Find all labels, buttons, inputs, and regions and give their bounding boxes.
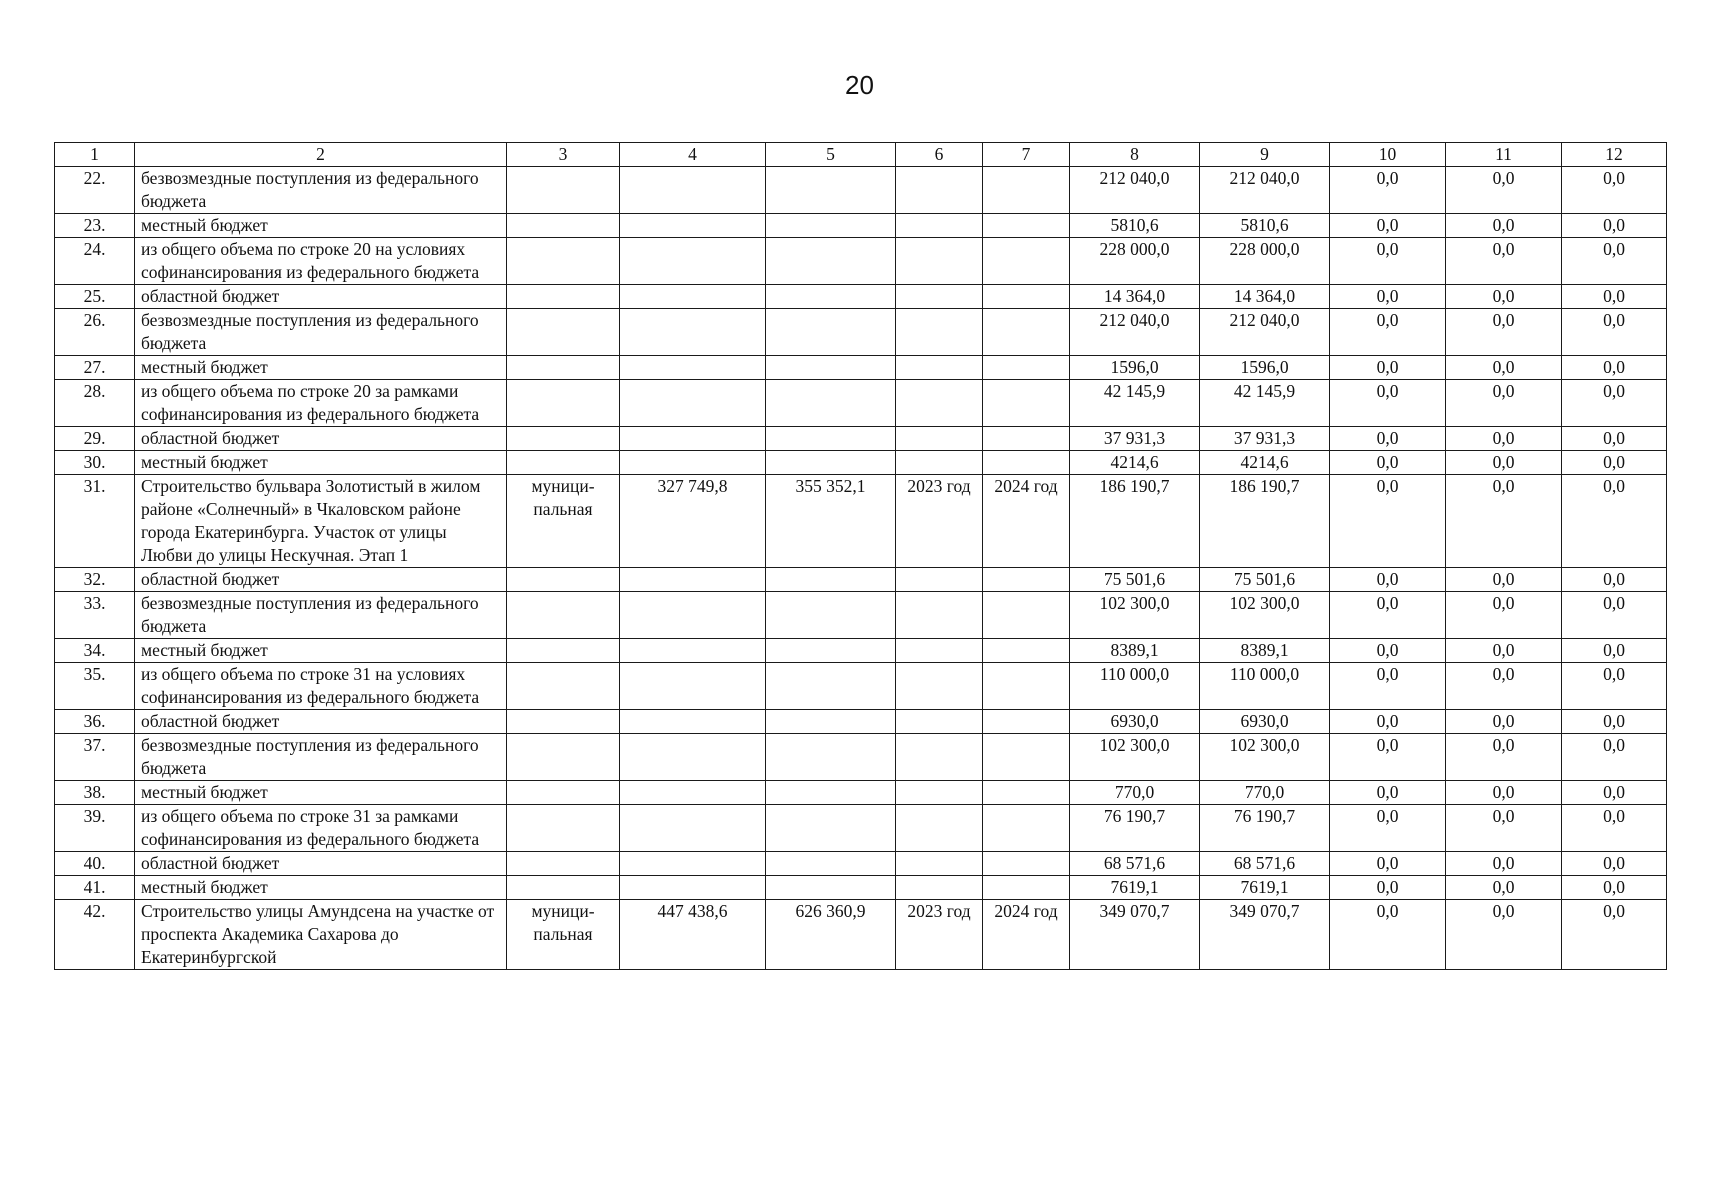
current-cost <box>766 710 896 734</box>
amount-col-11: 0,0 <box>1446 900 1562 970</box>
table-row <box>55 451 1667 475</box>
table-body <box>55 167 1667 970</box>
estimated-cost <box>620 427 766 451</box>
table-row <box>55 285 1667 309</box>
row-number: 26. <box>55 309 135 356</box>
end-year <box>983 285 1070 309</box>
current-cost <box>766 285 896 309</box>
amount-col-9: 14 364,0 <box>1200 285 1330 309</box>
row-name: безвозмездные поступления из федерального бюджета <box>135 734 507 781</box>
row-number: 40. <box>55 852 135 876</box>
amount-col-9: 6930,0 <box>1200 710 1330 734</box>
start-year <box>896 710 983 734</box>
amount-col-9: 1596,0 <box>1200 356 1330 380</box>
end-year <box>983 876 1070 900</box>
estimated-cost <box>620 167 766 214</box>
ownership-form <box>507 285 620 309</box>
amount-col-12: 0,0 <box>1562 734 1667 781</box>
end-year <box>983 663 1070 710</box>
row-number: 29. <box>55 427 135 451</box>
start-year: 2023 год <box>896 475 983 568</box>
total-amount: 349 070,7 <box>1070 900 1200 970</box>
estimated-cost <box>620 214 766 238</box>
total-amount: 6930,0 <box>1070 710 1200 734</box>
ownership-form <box>507 356 620 380</box>
table-row <box>55 427 1667 451</box>
table-row <box>55 592 1667 639</box>
row-number: 35. <box>55 663 135 710</box>
row-name: местный бюджет <box>135 876 507 900</box>
start-year <box>896 781 983 805</box>
row-name: безвозмездные поступления из федерального бюджета <box>135 309 507 356</box>
amount-col-10: 0,0 <box>1330 710 1446 734</box>
total-amount: 4214,6 <box>1070 451 1200 475</box>
column-header: 5 <box>766 143 896 167</box>
amount-col-11: 0,0 <box>1446 639 1562 663</box>
amount-col-9: 212 040,0 <box>1200 309 1330 356</box>
row-number: 36. <box>55 710 135 734</box>
ownership-form <box>507 380 620 427</box>
amount-col-12: 0,0 <box>1562 451 1667 475</box>
start-year <box>896 663 983 710</box>
start-year <box>896 568 983 592</box>
amount-col-9: 75 501,6 <box>1200 568 1330 592</box>
current-cost <box>766 592 896 639</box>
estimated-cost <box>620 451 766 475</box>
amount-col-12: 0,0 <box>1562 214 1667 238</box>
table-row <box>55 309 1667 356</box>
estimated-cost <box>620 238 766 285</box>
column-header: 1 <box>55 143 135 167</box>
amount-col-10: 0,0 <box>1330 356 1446 380</box>
start-year <box>896 852 983 876</box>
row-number: 31. <box>55 475 135 568</box>
ownership-form <box>507 805 620 852</box>
total-amount: 68 571,6 <box>1070 852 1200 876</box>
end-year <box>983 427 1070 451</box>
current-cost <box>766 167 896 214</box>
amount-col-11: 0,0 <box>1446 876 1562 900</box>
amount-col-9: 349 070,7 <box>1200 900 1330 970</box>
ownership-form <box>507 427 620 451</box>
end-year <box>983 639 1070 663</box>
amount-col-9: 76 190,7 <box>1200 805 1330 852</box>
table-row <box>55 380 1667 427</box>
current-cost <box>766 356 896 380</box>
start-year <box>896 309 983 356</box>
amount-col-10: 0,0 <box>1330 592 1446 639</box>
start-year <box>896 592 983 639</box>
ownership-form: муници-пальная <box>507 475 620 568</box>
current-cost <box>766 238 896 285</box>
total-amount: 186 190,7 <box>1070 475 1200 568</box>
column-header: 8 <box>1070 143 1200 167</box>
table-row <box>55 710 1667 734</box>
ownership-form <box>507 214 620 238</box>
amount-col-11: 0,0 <box>1446 805 1562 852</box>
amount-col-11: 0,0 <box>1446 285 1562 309</box>
row-number: 33. <box>55 592 135 639</box>
current-cost <box>766 663 896 710</box>
row-number: 42. <box>55 900 135 970</box>
amount-col-9: 102 300,0 <box>1200 734 1330 781</box>
table-row <box>55 900 1667 970</box>
column-header: 9 <box>1200 143 1330 167</box>
amount-col-12: 0,0 <box>1562 427 1667 451</box>
estimated-cost <box>620 734 766 781</box>
table-row <box>55 238 1667 285</box>
row-name: местный бюджет <box>135 639 507 663</box>
estimated-cost <box>620 781 766 805</box>
end-year <box>983 238 1070 285</box>
row-name: из общего объема по строке 20 на условиях софинансирования из федерального бюджета <box>135 238 507 285</box>
amount-col-10: 0,0 <box>1330 781 1446 805</box>
row-number: 30. <box>55 451 135 475</box>
start-year <box>896 285 983 309</box>
current-cost: 626 360,9 <box>766 900 896 970</box>
row-number: 25. <box>55 285 135 309</box>
row-name: областной бюджет <box>135 285 507 309</box>
amount-col-10: 0,0 <box>1330 852 1446 876</box>
row-number: 28. <box>55 380 135 427</box>
amount-col-11: 0,0 <box>1446 214 1562 238</box>
current-cost <box>766 805 896 852</box>
amount-col-12: 0,0 <box>1562 639 1667 663</box>
start-year <box>896 639 983 663</box>
page-number: 20 <box>845 70 874 100</box>
total-amount: 770,0 <box>1070 781 1200 805</box>
budget-table <box>54 142 1667 970</box>
amount-col-11: 0,0 <box>1446 710 1562 734</box>
total-amount: 37 931,3 <box>1070 427 1200 451</box>
amount-col-11: 0,0 <box>1446 356 1562 380</box>
total-amount: 228 000,0 <box>1070 238 1200 285</box>
table-row <box>55 876 1667 900</box>
ownership-form <box>507 710 620 734</box>
column-header: 7 <box>983 143 1070 167</box>
amount-col-12: 0,0 <box>1562 592 1667 639</box>
row-number: 24. <box>55 238 135 285</box>
table-row <box>55 852 1667 876</box>
ownership-form <box>507 238 620 285</box>
end-year <box>983 592 1070 639</box>
estimated-cost <box>620 285 766 309</box>
ownership-form <box>507 781 620 805</box>
end-year: 2024 год <box>983 900 1070 970</box>
current-cost: 355 352,1 <box>766 475 896 568</box>
table-row <box>55 568 1667 592</box>
estimated-cost: 327 749,8 <box>620 475 766 568</box>
total-amount: 75 501,6 <box>1070 568 1200 592</box>
amount-col-10: 0,0 <box>1330 214 1446 238</box>
row-number: 38. <box>55 781 135 805</box>
amount-col-10: 0,0 <box>1330 900 1446 970</box>
amount-col-12: 0,0 <box>1562 876 1667 900</box>
row-name: областной бюджет <box>135 710 507 734</box>
amount-col-11: 0,0 <box>1446 167 1562 214</box>
end-year <box>983 380 1070 427</box>
ownership-form <box>507 568 620 592</box>
ownership-form <box>507 167 620 214</box>
amount-col-9: 37 931,3 <box>1200 427 1330 451</box>
end-year <box>983 167 1070 214</box>
amount-col-9: 110 000,0 <box>1200 663 1330 710</box>
current-cost <box>766 568 896 592</box>
column-header: 11 <box>1446 143 1562 167</box>
amount-col-10: 0,0 <box>1330 568 1446 592</box>
total-amount: 212 040,0 <box>1070 309 1200 356</box>
end-year <box>983 568 1070 592</box>
total-amount: 1596,0 <box>1070 356 1200 380</box>
current-cost <box>766 214 896 238</box>
column-header: 10 <box>1330 143 1446 167</box>
end-year <box>983 356 1070 380</box>
ownership-form <box>507 639 620 663</box>
amount-col-10: 0,0 <box>1330 285 1446 309</box>
row-name: из общего объема по строке 31 за рамками софинансирования из федерального бюджета <box>135 805 507 852</box>
column-header: 4 <box>620 143 766 167</box>
estimated-cost <box>620 592 766 639</box>
end-year <box>983 214 1070 238</box>
end-year <box>983 451 1070 475</box>
amount-col-10: 0,0 <box>1330 427 1446 451</box>
row-number: 23. <box>55 214 135 238</box>
total-amount: 102 300,0 <box>1070 592 1200 639</box>
amount-col-12: 0,0 <box>1562 781 1667 805</box>
estimated-cost <box>620 663 766 710</box>
amount-col-11: 0,0 <box>1446 852 1562 876</box>
row-name: из общего объема по строке 20 за рамками софинансирования из федерального бюджета <box>135 380 507 427</box>
amount-col-12: 0,0 <box>1562 285 1667 309</box>
total-amount: 212 040,0 <box>1070 167 1200 214</box>
amount-col-12: 0,0 <box>1562 568 1667 592</box>
start-year <box>896 238 983 285</box>
table-row <box>55 167 1667 214</box>
start-year <box>896 356 983 380</box>
total-amount: 110 000,0 <box>1070 663 1200 710</box>
start-year <box>896 805 983 852</box>
row-number: 34. <box>55 639 135 663</box>
end-year <box>983 309 1070 356</box>
amount-col-10: 0,0 <box>1330 876 1446 900</box>
row-name: Строительство бульвара Золотистый в жилом районе «Солнечный» в Чкаловском районе города Екатеринбурга. Участок от улицы Любви до улицы Нескучная. Этап 1 <box>135 475 507 568</box>
row-name: Строительство улицы Амундсена на участке от проспекта Академика Сахарова до Екатеринбургской <box>135 900 507 970</box>
current-cost <box>766 427 896 451</box>
row-name: местный бюджет <box>135 781 507 805</box>
total-amount: 5810,6 <box>1070 214 1200 238</box>
amount-col-11: 0,0 <box>1446 238 1562 285</box>
row-name: местный бюджет <box>135 451 507 475</box>
estimated-cost <box>620 639 766 663</box>
table-row <box>55 214 1667 238</box>
end-year: 2024 год <box>983 475 1070 568</box>
end-year <box>983 852 1070 876</box>
amount-col-10: 0,0 <box>1330 805 1446 852</box>
amount-col-10: 0,0 <box>1330 663 1446 710</box>
total-amount: 76 190,7 <box>1070 805 1200 852</box>
start-year <box>896 734 983 781</box>
amount-col-10: 0,0 <box>1330 451 1446 475</box>
estimated-cost <box>620 876 766 900</box>
start-year <box>896 167 983 214</box>
amount-col-12: 0,0 <box>1562 309 1667 356</box>
amount-col-12: 0,0 <box>1562 380 1667 427</box>
total-amount: 102 300,0 <box>1070 734 1200 781</box>
row-number: 22. <box>55 167 135 214</box>
current-cost <box>766 781 896 805</box>
table-row <box>55 639 1667 663</box>
row-number: 32. <box>55 568 135 592</box>
amount-col-9: 228 000,0 <box>1200 238 1330 285</box>
amount-col-12: 0,0 <box>1562 805 1667 852</box>
amount-col-10: 0,0 <box>1330 475 1446 568</box>
amount-col-9: 102 300,0 <box>1200 592 1330 639</box>
amount-col-12: 0,0 <box>1562 167 1667 214</box>
ownership-form: муници-пальная <box>507 900 620 970</box>
header-row <box>55 143 1667 167</box>
total-amount: 14 364,0 <box>1070 285 1200 309</box>
amount-col-9: 68 571,6 <box>1200 852 1330 876</box>
total-amount: 8389,1 <box>1070 639 1200 663</box>
amount-col-11: 0,0 <box>1446 592 1562 639</box>
estimated-cost <box>620 805 766 852</box>
row-name: безвозмездные поступления из федерального бюджета <box>135 167 507 214</box>
ownership-form <box>507 309 620 356</box>
estimated-cost <box>620 568 766 592</box>
amount-col-12: 0,0 <box>1562 710 1667 734</box>
amount-col-10: 0,0 <box>1330 309 1446 356</box>
start-year <box>896 427 983 451</box>
table-row <box>55 356 1667 380</box>
estimated-cost <box>620 852 766 876</box>
amount-col-12: 0,0 <box>1562 900 1667 970</box>
amount-col-9: 186 190,7 <box>1200 475 1330 568</box>
row-name: областной бюджет <box>135 568 507 592</box>
ownership-form <box>507 852 620 876</box>
estimated-cost: 447 438,6 <box>620 900 766 970</box>
amount-col-11: 0,0 <box>1446 734 1562 781</box>
table-row <box>55 475 1667 568</box>
amount-col-12: 0,0 <box>1562 238 1667 285</box>
amount-col-12: 0,0 <box>1562 475 1667 568</box>
amount-col-11: 0,0 <box>1446 309 1562 356</box>
table-row <box>55 734 1667 781</box>
amount-col-10: 0,0 <box>1330 734 1446 781</box>
row-name: областной бюджет <box>135 427 507 451</box>
column-header: 2 <box>135 143 507 167</box>
amount-col-9: 7619,1 <box>1200 876 1330 900</box>
end-year <box>983 734 1070 781</box>
estimated-cost <box>620 380 766 427</box>
amount-col-9: 212 040,0 <box>1200 167 1330 214</box>
amount-col-12: 0,0 <box>1562 356 1667 380</box>
current-cost <box>766 852 896 876</box>
row-number: 41. <box>55 876 135 900</box>
row-number: 37. <box>55 734 135 781</box>
estimated-cost <box>620 710 766 734</box>
amount-col-11: 0,0 <box>1446 475 1562 568</box>
start-year: 2023 год <box>896 900 983 970</box>
estimated-cost <box>620 356 766 380</box>
row-name: областной бюджет <box>135 852 507 876</box>
current-cost <box>766 639 896 663</box>
amount-col-11: 0,0 <box>1446 451 1562 475</box>
row-name: из общего объема по строке 31 на условиях софинансирования из федерального бюджета <box>135 663 507 710</box>
table-row <box>55 663 1667 710</box>
current-cost <box>766 734 896 781</box>
table-row <box>55 781 1667 805</box>
row-number: 27. <box>55 356 135 380</box>
amount-col-10: 0,0 <box>1330 380 1446 427</box>
amount-col-10: 0,0 <box>1330 639 1446 663</box>
column-header: 12 <box>1562 143 1667 167</box>
amount-col-9: 5810,6 <box>1200 214 1330 238</box>
amount-col-9: 8389,1 <box>1200 639 1330 663</box>
end-year <box>983 710 1070 734</box>
amount-col-10: 0,0 <box>1330 238 1446 285</box>
ownership-form <box>507 876 620 900</box>
ownership-form <box>507 734 620 781</box>
ownership-form <box>507 663 620 710</box>
start-year <box>896 380 983 427</box>
ownership-form <box>507 592 620 639</box>
start-year <box>896 214 983 238</box>
column-header: 6 <box>896 143 983 167</box>
amount-col-11: 0,0 <box>1446 427 1562 451</box>
current-cost <box>766 309 896 356</box>
end-year <box>983 805 1070 852</box>
column-header: 3 <box>507 143 620 167</box>
amount-col-10: 0,0 <box>1330 167 1446 214</box>
amount-col-9: 42 145,9 <box>1200 380 1330 427</box>
amount-col-12: 0,0 <box>1562 663 1667 710</box>
amount-col-9: 770,0 <box>1200 781 1330 805</box>
total-amount: 42 145,9 <box>1070 380 1200 427</box>
end-year <box>983 781 1070 805</box>
amount-col-11: 0,0 <box>1446 781 1562 805</box>
ownership-form <box>507 451 620 475</box>
amount-col-11: 0,0 <box>1446 663 1562 710</box>
row-name: местный бюджет <box>135 356 507 380</box>
amount-col-11: 0,0 <box>1446 568 1562 592</box>
estimated-cost <box>620 309 766 356</box>
current-cost <box>766 380 896 427</box>
current-cost <box>766 451 896 475</box>
amount-col-11: 0,0 <box>1446 380 1562 427</box>
start-year <box>896 876 983 900</box>
amount-col-12: 0,0 <box>1562 852 1667 876</box>
row-name: безвозмездные поступления из федерального бюджета <box>135 592 507 639</box>
row-number: 39. <box>55 805 135 852</box>
current-cost <box>766 876 896 900</box>
total-amount: 7619,1 <box>1070 876 1200 900</box>
table-row <box>55 805 1667 852</box>
amount-col-9: 4214,6 <box>1200 451 1330 475</box>
row-name: местный бюджет <box>135 214 507 238</box>
start-year <box>896 451 983 475</box>
